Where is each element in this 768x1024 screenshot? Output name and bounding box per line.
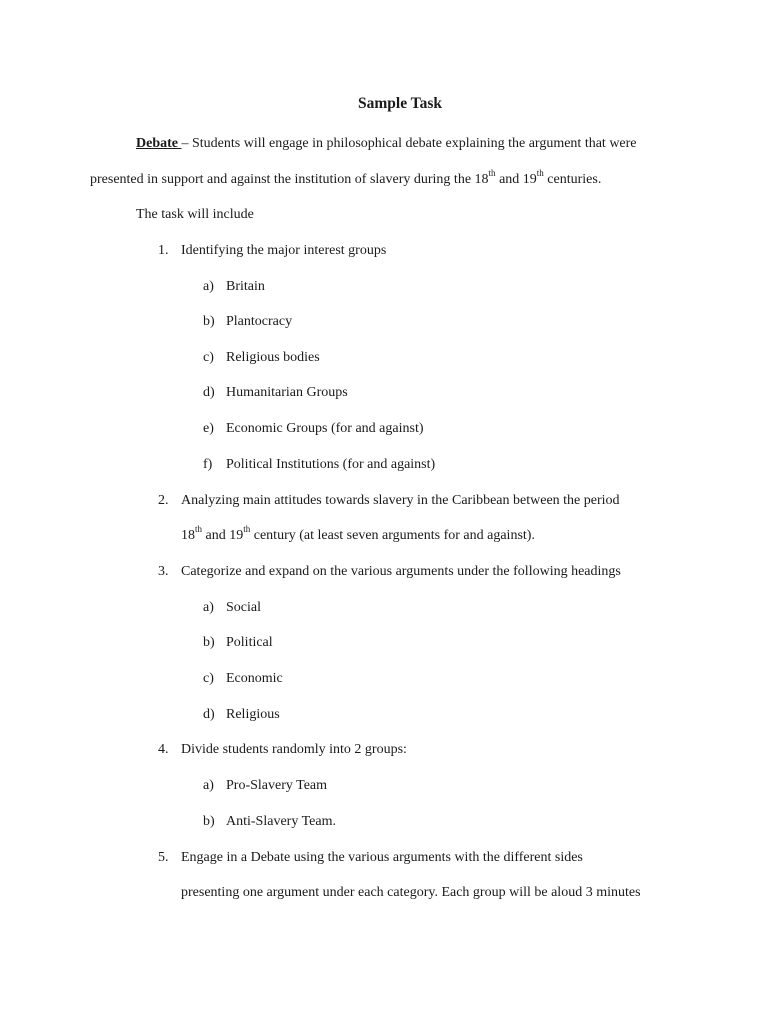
list-item-continuation: presenting one argument under each category. Each group will be aloud 3 minutes: [181, 885, 641, 900]
list-item: Categorize and expand on the various arguments under the following headings: [181, 564, 621, 579]
page-title: Sample Task: [358, 95, 443, 112]
subitem: Political: [226, 635, 273, 650]
cont-text-c: century (at least seven arguments for and against).: [250, 528, 535, 543]
subitem-letter: d): [203, 385, 215, 400]
subitem-letter: a): [203, 600, 214, 615]
subitem-letter: d): [203, 707, 215, 722]
list-item: Analyzing main attitudes towards slavery in the Caribbean between the period: [181, 493, 620, 508]
intro-text-a: presented in support and against the institution of slavery during the 18: [90, 172, 489, 187]
subitem-letter: f): [203, 457, 213, 472]
item-number: 4.: [158, 742, 169, 757]
subitem: Economic Groups (for and against): [226, 421, 424, 436]
list-item: Divide students randomly into 2 groups:: [181, 742, 407, 757]
subitem-letter: c): [203, 350, 214, 365]
debate-heading: Debate: [136, 136, 182, 151]
item-number: 5.: [158, 850, 169, 865]
superscript: th: [195, 524, 203, 535]
subitem: Religious bodies: [226, 350, 320, 365]
subitem: Plantocracy: [226, 314, 293, 329]
list-item: Identifying the major interest groups: [181, 243, 387, 258]
subitem: Britain: [226, 279, 265, 294]
superscript: th: [488, 168, 496, 179]
subitem-letter: b): [203, 635, 215, 650]
subitem: Religious: [226, 707, 280, 722]
subitem-letter: c): [203, 671, 214, 686]
subitem: Humanitarian Groups: [226, 385, 348, 400]
intro-line-2: [90, 168, 602, 189]
subitem-letter: e): [203, 421, 214, 436]
intro-text-b: and 19: [495, 172, 537, 187]
subitem: Economic: [226, 671, 283, 686]
subitem-letter: a): [203, 279, 214, 294]
superscript: th: [536, 168, 544, 179]
item-number: 3.: [158, 564, 169, 579]
subitem-letter: b): [203, 814, 215, 829]
subitem-letter: b): [203, 314, 215, 329]
subitem: Pro-Slavery Team: [226, 778, 328, 793]
list-item-continuation: [181, 524, 535, 545]
subitem-letter: a): [203, 778, 214, 793]
intro-text-c: centuries.: [543, 172, 602, 187]
item-number: 2.: [158, 493, 169, 508]
subitem: Political Institutions (for and against): [226, 457, 436, 472]
cont-text-b: and 19: [202, 528, 244, 543]
subitem: Anti-Slavery Team.: [226, 814, 336, 829]
item-number: 1.: [158, 243, 169, 258]
superscript: th: [243, 524, 251, 535]
list-item: Engage in a Debate using the various arguments with the different sides: [181, 850, 583, 865]
intro-text: – Students will engage in philosophical debate explaining the argument that were: [181, 136, 637, 151]
cont-text-a: 18: [181, 528, 195, 543]
task-intro: The task will include: [136, 207, 254, 222]
subitem: Social: [226, 600, 261, 615]
intro-line-1: [136, 135, 637, 153]
